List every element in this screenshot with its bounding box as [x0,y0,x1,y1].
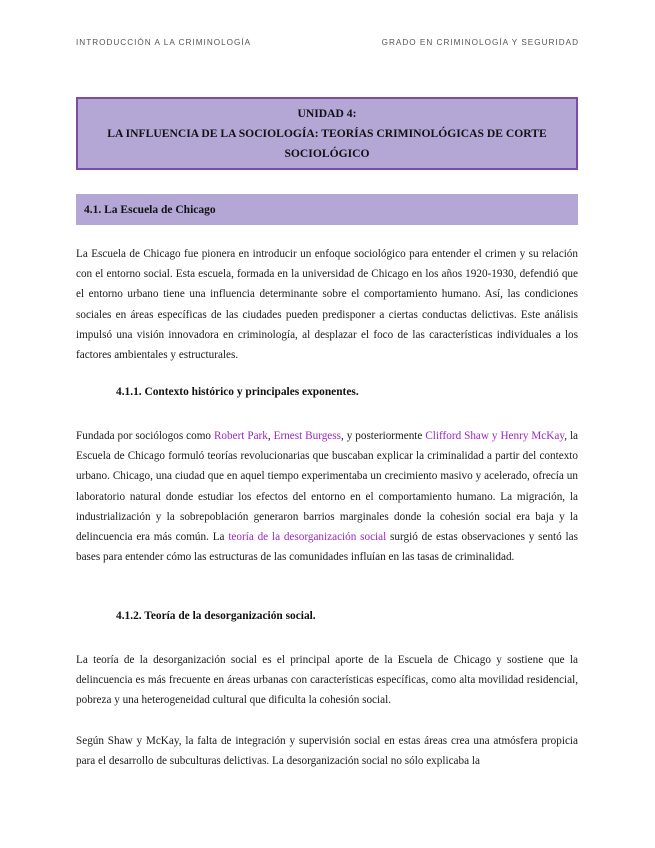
intro-paragraph: La Escuela de Chicago fue pionera en introducir un enfoque sociológico para entender el crimen y su relación con el entorno social. Esta escuela, formada en la universidad de Chicago en los años 1920-1930, defendió que el entorno urbano tiene una influencia determinante sobre el comportamiento humano. Así, las condiciones sociales en áreas específicas de las ciudades pueden predisponer a ciertas conductas delictivas. Este análisis impulsó una visión innovadora en criminología, al desplazar el foco de las características individuales a los factores ambientales y estructurales. [76,248,578,362]
unit-title-line-2: SOCIOLÓGICO [284,146,370,160]
header-degree-title: GRADO EN CRIMINOLOGÍA Y SEGURIDAD [381,38,579,47]
subsection-heading-theory: 4.1.2. Teoría de la desorganización social. [116,610,316,622]
unit-title-box [76,97,578,170]
page-header [76,38,579,47]
context-text-3: , y posteriormente [340,430,426,442]
link-robert-park[interactable]: Robert Park [213,430,268,442]
context-text-5: surgió de estas observaciones y sentó las bases para entender cómo las estructuras de las comunidades influían en las tasas de criminalidad. [76,531,578,564]
link-ernest-burgess[interactable]: Ernest Burgess [273,430,341,442]
header-course-title: INTRODUCCIÓN A LA CRIMINOLOGÍA [76,38,252,47]
unit-title-line: LA INFLUENCIA DE LA SOCIOLOGÍA: TEORÍAS CRIMINOLÓGICAS DE CORTE [107,126,547,140]
unit-number: UNIDAD 4: [297,106,357,120]
link-shaw-mckay[interactable]: Clifford Shaw y Henry McKay [425,430,565,442]
theory-paragraph-1: La teoría de la desorganización social es el principal aporte de la Escuela de Chicago y sostiene que la delincuencia es más frecuente en áreas urbanas con características específicas, como alta movilidad residencial, pobreza y una heterogeneidad cultural que dificulta la cohesión social. [76,654,578,707]
context-text-1: Fundada por sociólogos como [76,430,214,442]
section-title: 4.1. La Escuela de Chicago [84,203,216,216]
subsection-heading-context: 4.1.1. Contexto histórico y principales exponentes. [116,386,359,398]
section-heading [76,194,578,225]
link-social-disorganization-theory[interactable]: teoría de la desorganización social [228,531,387,544]
context-paragraph [76,426,578,567]
context-text-4: , la Escuela de Chicago formuló teorías revolucionarias que buscaban explicar la criminalidad a partir del contexto urbano. Chicago, una ciudad que en aquel tiempo experimentaba un crecimiento masivo y acelerado, ofrecía un laboratorio natural donde estudiar los efectos del entorno en el comportamiento humano. La migración, la industrialización y la sobrepoblación generaron barrios marginales donde la cohesión social era baja y la delincuencia era más común. La [76,430,579,544]
context-text-2: , [267,430,274,442]
theory-paragraph-2: Según Shaw y McKay, la falta de integración y supervisión social en estas áreas crea una atmósfera propicia para el desarrollo de subculturas delictivas. La desorganización social no sólo explicaba la [76,735,578,768]
